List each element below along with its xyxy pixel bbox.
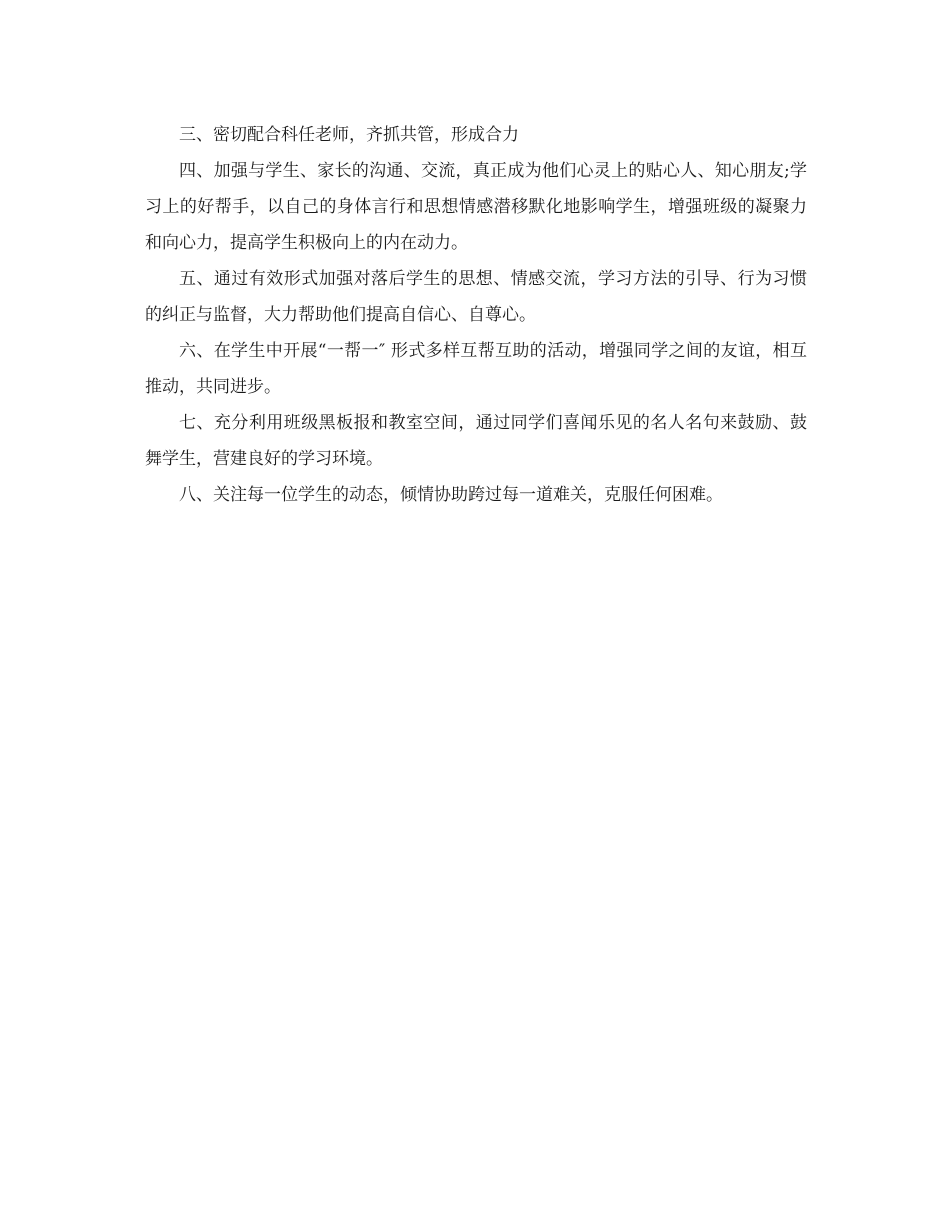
- paragraph-5: 五、通过有效形式加强对落后学生的思想、情感交流，学习方法的引导、行为习惯的纠正与监督，大力帮助他们提高自信心、自尊心。: [145, 269, 807, 325]
- document-body: [145, 117, 807, 513]
- paragraph-8: 八、关注每一位学生的动态，倾情协助跨过每一道难关，克服任何困难。: [179, 485, 723, 505]
- paragraph-7: 七、充分利用班级黑板报和教室空间，通过同学们喜闻乐见的名人名句来鼓励、鼓舞学生，营建良好的学习环境。: [145, 413, 807, 469]
- paragraph-3: 三、密切配合科任老师，齐抓共管，形成合力: [179, 125, 519, 145]
- paragraph-4: 四、加强与学生、家长的沟通、交流，真正成为他们心灵上的贴心人、知心朋友;学习上的好帮手，以自己的身体言行和思想情感潜移默化地影响学生，增强班级的凝聚力和向心力，提高学生积极向上的内在动力。: [145, 161, 807, 253]
- paragraph-6: 六、在学生中开展“一帮一″ 形式多样互帮互助的活动，增强同学之间的友谊，相互推动，共同进步。: [145, 341, 807, 397]
